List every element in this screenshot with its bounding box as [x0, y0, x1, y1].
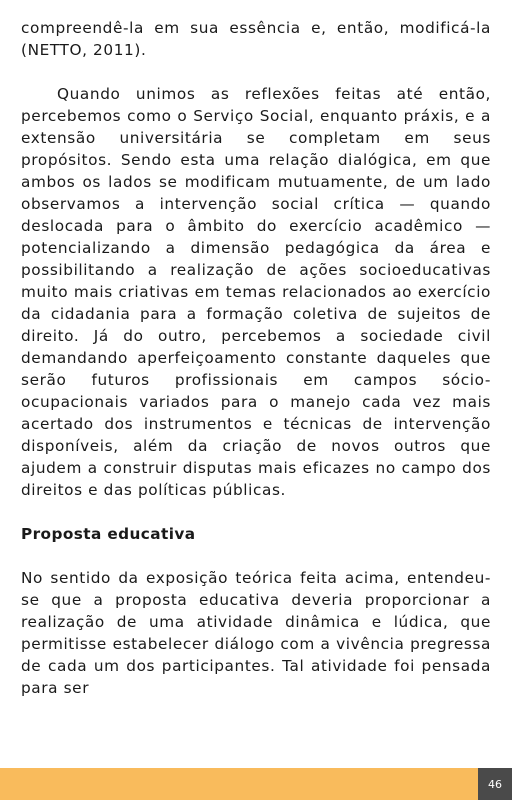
- page-body: [21, 17, 491, 699]
- paragraph-spacer: [21, 61, 491, 83]
- footer-bar: [0, 768, 478, 800]
- paragraph-proposal: No sentido da exposição teórica feita acima, entendeu-se que a proposta educativa deveria proporcionar a realização de uma atividade dinâmica e lúdica, que permitisse estabelecer diálogo com a vivência pregressa de cada um dos participantes. Tal atividade foi pensada para ser: [21, 569, 491, 697]
- paragraph-continuation: compreendê-la em sua essência e, então, modificá-la (NETTO, 2011).: [21, 19, 491, 59]
- section-heading: Proposta educativa: [21, 525, 196, 543]
- page-number: 46: [478, 768, 512, 800]
- paragraph-spacer: [21, 545, 491, 567]
- paragraph-spacer: [21, 501, 491, 523]
- paragraph-reflections: Quando unimos as reflexões feitas até então, percebemos como o Serviço Social, enquanto práxis, e a extensão universitária se completam em seus propósitos. Sendo esta uma relação dialógica, em que ambos os lados se modificam mutuamente, de um lado observamos a intervenção social crítica — quando deslocada para o âmbito do exercício acadêmico — potencializando a dimensão pedagógica da área e possibilitando a realização de ações socioeducativas muito mais criativas em temas relacionados ao exercício da cidadania para a formação coletiva de sujeitos de direito. Já do outro, percebemos a sociedade civil demandando aperfeiçoamento constante daqueles que serão futuros profissionais em campos sócio-ocupacionais variados para o manejo cada vez mais acertado dos instrumentos e técnicas de intervenção disponíveis, além da criação de novos outros que ajudem a construir disputas mais eficazes no campo dos direitos e das políticas públicas.: [21, 85, 491, 499]
